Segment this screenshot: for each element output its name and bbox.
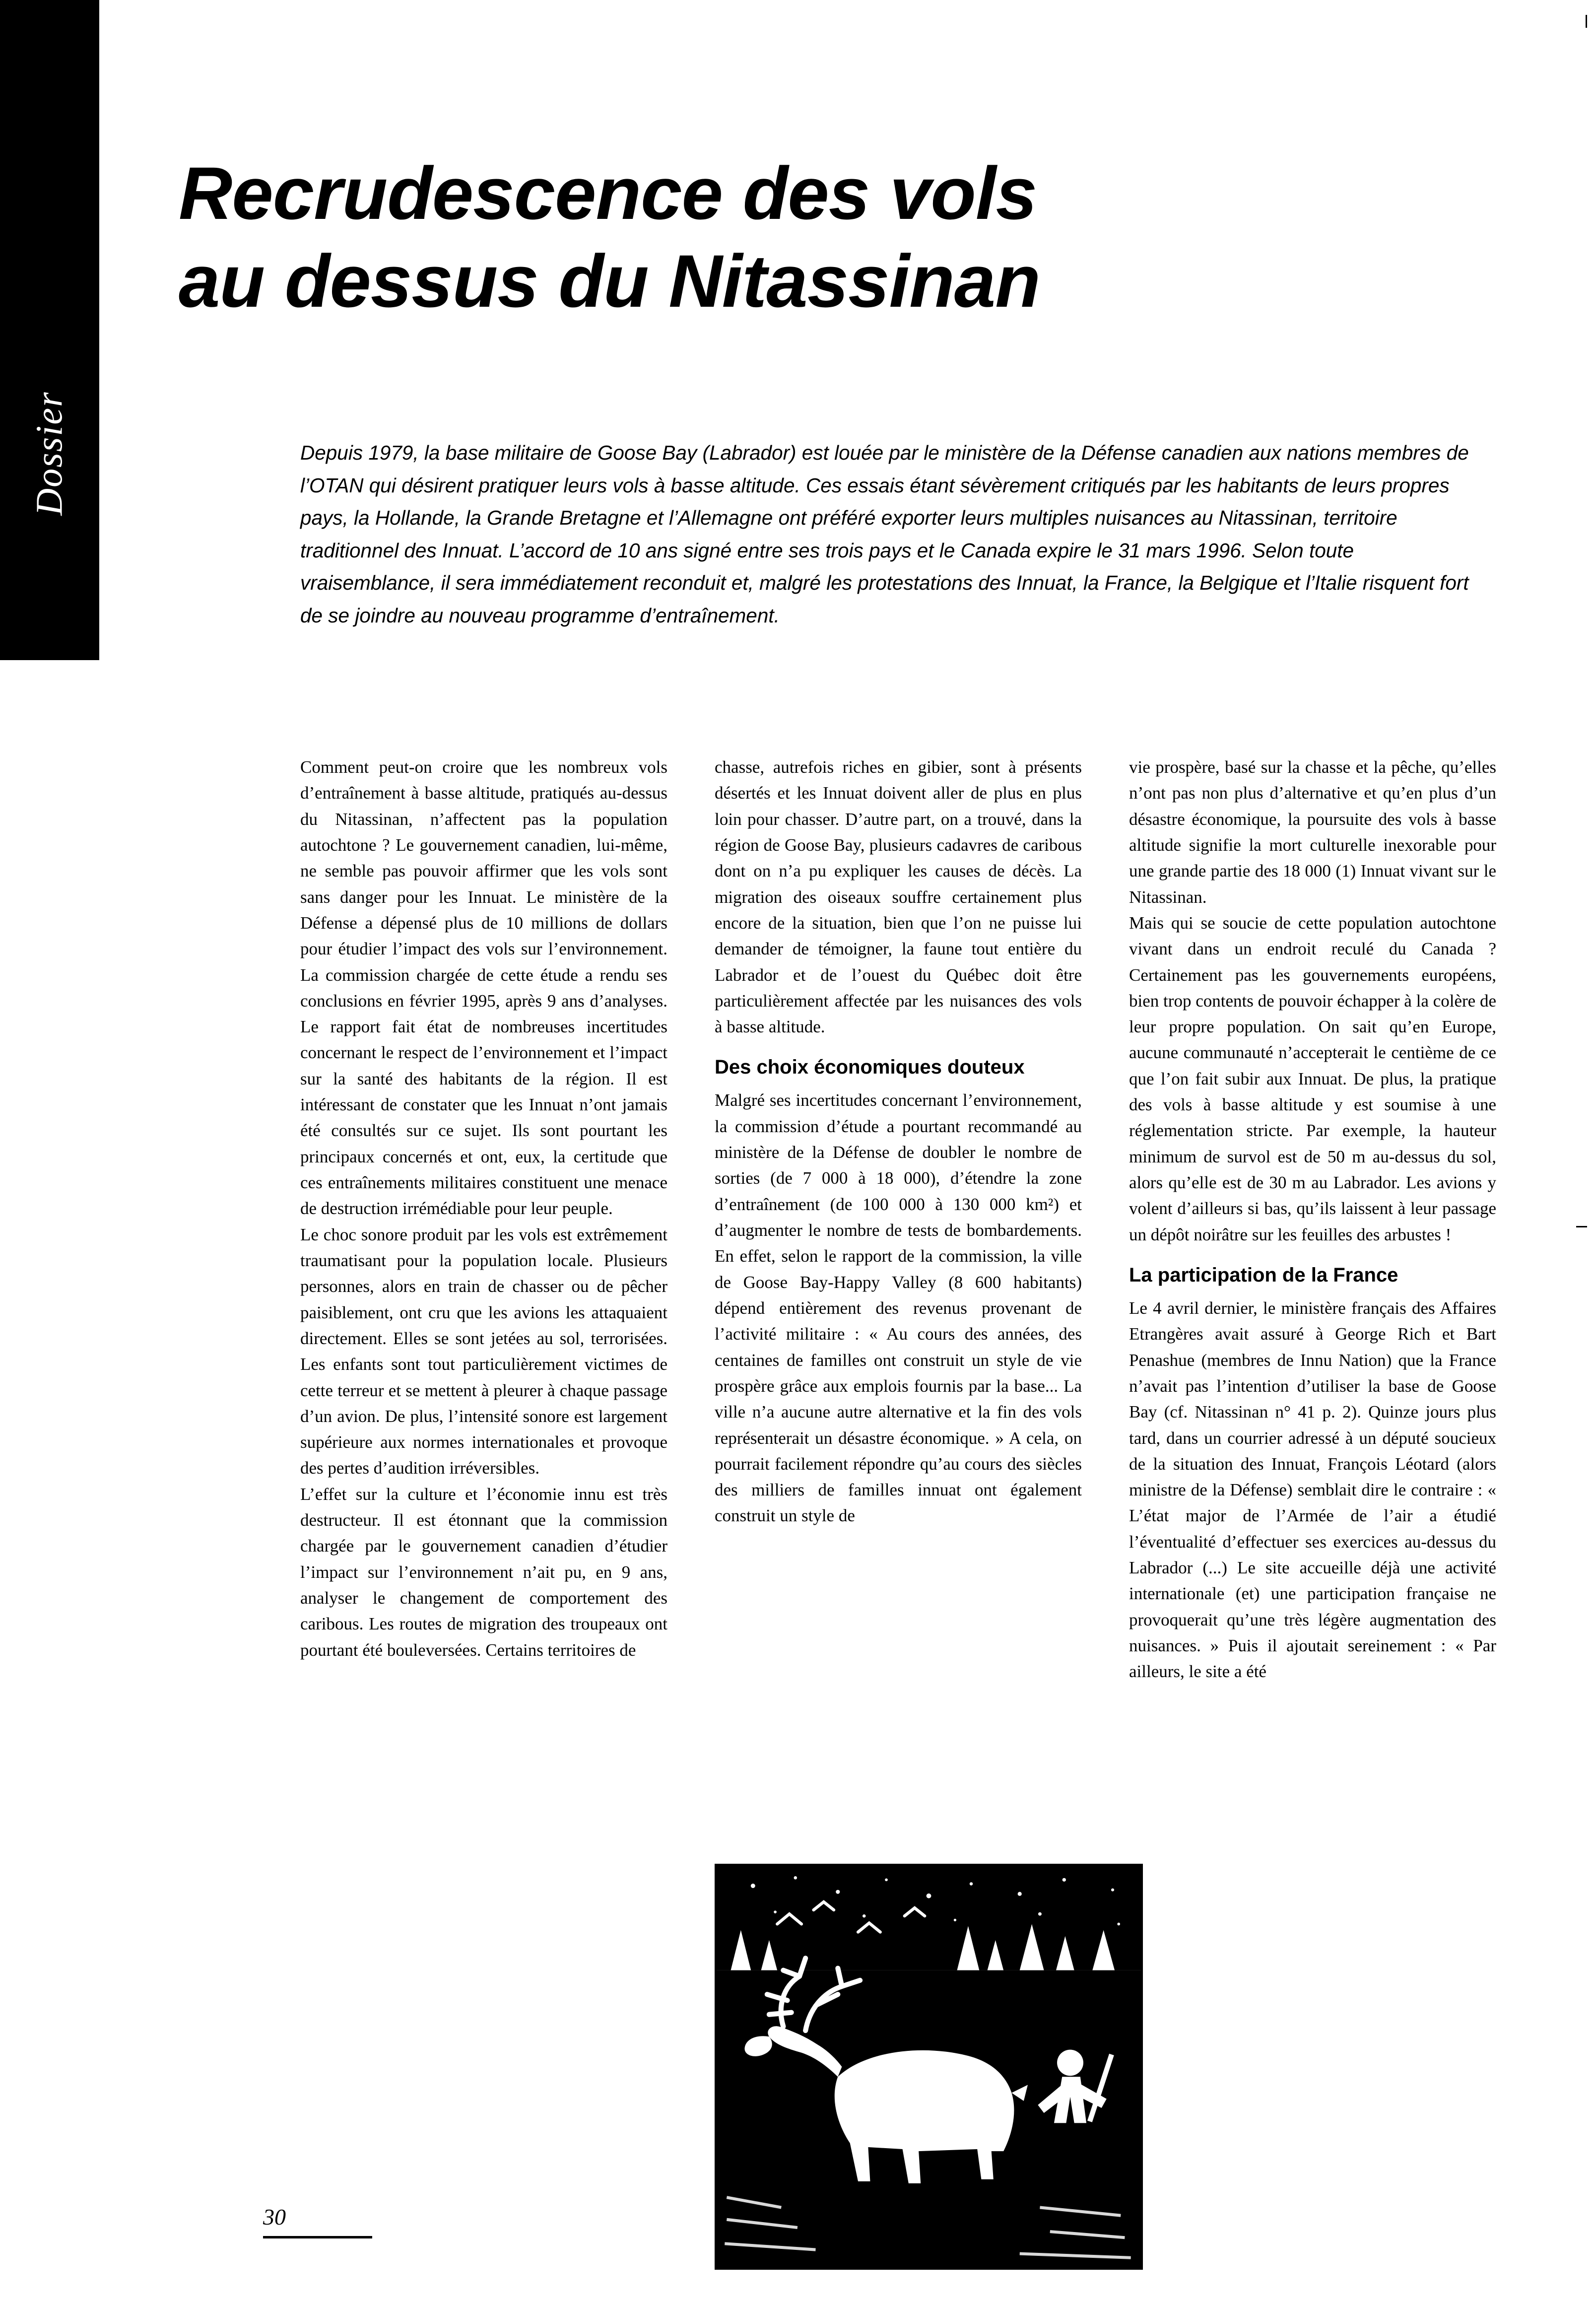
article-standfirst: Depuis 1979, la base militaire de Goose Bay (Labrador) est louée par le ministère de la Défense canadien aux nations membres de l’OTAN qui désirent pratiquer leurs vols à basse altitude. Ces essais étant sévèrement critiqués par les habitants de leurs propres pays, la Hollande, la Grande Bretagne et l’Allemagne ont préféré exporter leurs multiples nuisances au Nitassinan, territoire traditionnel des Innuat. L’accord de 10 ans signé entre ses trois pays et le Canada expire le 31 mars 1996. Selon toute vraisemblance, il sera immédiatement reconduit et, malgré les protestations des Innuat, la France, la Belgique et l’Italie risquent fort de se joindre au nouveau programme d’entraînement. [300,441,1469,627]
page-edge-mark-top [1586,15,1587,28]
text-column-1 [300,754,667,1663]
section-heading-france-participation: La participation de la France [1129,1264,1398,1286]
paragraph: Le 4 avril dernier, le ministère français des Affaires Etrangères avait assuré à George Rich et Bart Penashue (membres de Innu Nation) que la France n’avait pas l’intention d’utiliser la base de Goose Bay (cf. Nitassinan n° 41 p. 2). Quinze jours plus tard, dans un courrier adressé à un député soucieux de la situation des Innuat, François Léotard (alors ministre de la Défense) semblait dire le contraire : « L’état major de l’Armée de l’air a étudié l’éventualité d’effectuer ses exercices au-dessus du Labrador (...) Le site accueille déjà une activité internationale (et) une participation française ne provoquerait qu’une très légère augmentation des nuisances. » Puis il ajoutait sereinement : « Par ailleurs, le site a été [1129,1298,1496,1682]
paragraph: Malgré ses incertitudes concernant l’environnement, la commission d’étude a pourtant recommandé au ministère de la Défense de doubler le nombre de sorties (de 7 000 à 18 000), d’étendre la zone d’entraînement (de 100 000 à 130 000 km²) et d’augmenter le nombre de tests de bombardements. En effet, selon le rapport de la commission, la ville de Goose Bay-Happy Valley (8 600 habitants) dépend entièrement des revenus provenant de l’activité militaire : « Au cours des années, des centaines de familles ont construit un style de vie prospère grâce aux emplois fournis par la base... La ville n’a aucune autre alternative et la fin des vols représenterait un désastre économique. » A cela, on pourrait facilement répondre qu’au cours des siècles des milliers de familles innuat ont également construit un style de [715,1090,1082,1526]
paragraph: vie prospère, basé sur la chasse et la pêche, qu’elles n’ont pas non plus d’alternative et qu’en plus d’un désastre économique, la poursuite des vols à basse altitude signifie la mort culturelle inexorable pour une grande partie des 18 000 (1) Innuat vivant sur le Nitassinan. [1129,757,1496,907]
page-edge-mark [1576,1226,1587,1227]
text-column-3 [1129,754,1496,1685]
sidebar-rail [0,0,99,660]
illustration-artwork [717,1866,1141,2268]
paragraph: Comment peut-on croire que les nombreux vols d’entraînement à basse altitude, pratiqués au-dessus du Nitassinan, n’affectent pas la population autochtone ? Le gouvernement canadien, lui-même, ne semble pas pouvoir affirmer que les vols sont sans danger pour les Innuat. Le ministère de la Défense a dépensé plus de 10 millions de dollars pour étudier l’impact des vols sur l’environnement. La commission chargée de cette étude a rendu ses conclusions en février 1995, après 9 ans d’analyses. Le rapport fait état de nombreuses incertitudes concernant le respect de l’environnement et l’impact sur la santé des habitants de la région. Il est intéressant de constater que les Innuat n’ont jamais été consultés sur ce sujet. Ils sont pourtant les principaux concernés et ont, eux, la certitude que ces entraînements militaires constituent une menace de destruction irrémédiable pour leur peuple. [300,757,667,1219]
title-line-2: au dessus du Nitassinan [179,239,1040,323]
sidebar-section-label: Dossier [28,391,70,516]
paragraph: chasse, autrefois riches en gibier, sont à présents désertés et les Innuat doivent aller de plus en plus loin pour chasser. D’autre part, on a trouvé, dans la région de Goose Bay, plusieurs cadavres de caribous dont on n’a pu expliquer les causes de décès. La migration des oiseaux souffre certainement plus encore de la situation, bien que l’on ne puisse lui demander de témoigner, la faune tout entière du Labrador et de l’ouest du Québec doit être particulièrement affectée par les nuisances des vols à basse altitude. [715,757,1082,1037]
paragraph: Mais qui se soucie de cette population autochtone vivant dans un endroit reculé du Canada ? Certainement pas les gouvernements européens, bien trop contents de pouvoir échapper à la colère de leur propre population. On sait qu’en Europe, aucune communauté n’accepterait le centième de ce que l’on fait subir aux Innuat. De plus, la pratique des vols à basse altitude y est soumise à une réglementation stricte. Par exemple, la hauteur minimum de survol est de 50 m au-dessus du sol, alors qu’elle est de 30 m au Labrador. Les avions y volent d’ailleurs si bas, qu’ils laissent à leur passage un dépôt noirâtre sur les feuilles des arbustes ! [1129,913,1496,1244]
title-line-1: Recrudescence des vols [179,151,1037,235]
page-title [179,149,1489,325]
paragraph: Le choc sonore produit par les vols est extrêmement traumatisant pour la population locale. Plusieurs personnes, alors en train de chasser ou de pêcher paisiblement, ont cru que les avions les attaquaient directement. Elles se sont jetées au sol, terrorisées. Les enfants sont tout particulièrement victimes de cette terreur et se mettent à pleurer à chaque passage d’un avion. De plus, l’intensité sonore est largement supérieure aux normes internationales et provoque des pertes d’audition irréversibles. [300,1224,667,1478]
paragraph: L’effet sur la culture et l’économie innu est très destructeur. Il est étonnant que la commission chargée par le gouvernement canadien d’étudier l’impact sur l’environnement n’ait pu, en 9 ans, analyser le changement de comportement des caribous. Les routes de migration des troupeaux ont pourtant été bouleversées. Certains territoires de [300,1484,667,1660]
folio-rule [263,2236,372,2238]
article-page [149,0,1519,2303]
page-number: 30 [263,2204,286,2230]
text-column-2 [715,754,1082,1529]
section-heading-economic-choices: Des choix économiques douteux [715,1056,1025,1079]
illustration-caribou-woodcut [715,1864,1143,2270]
